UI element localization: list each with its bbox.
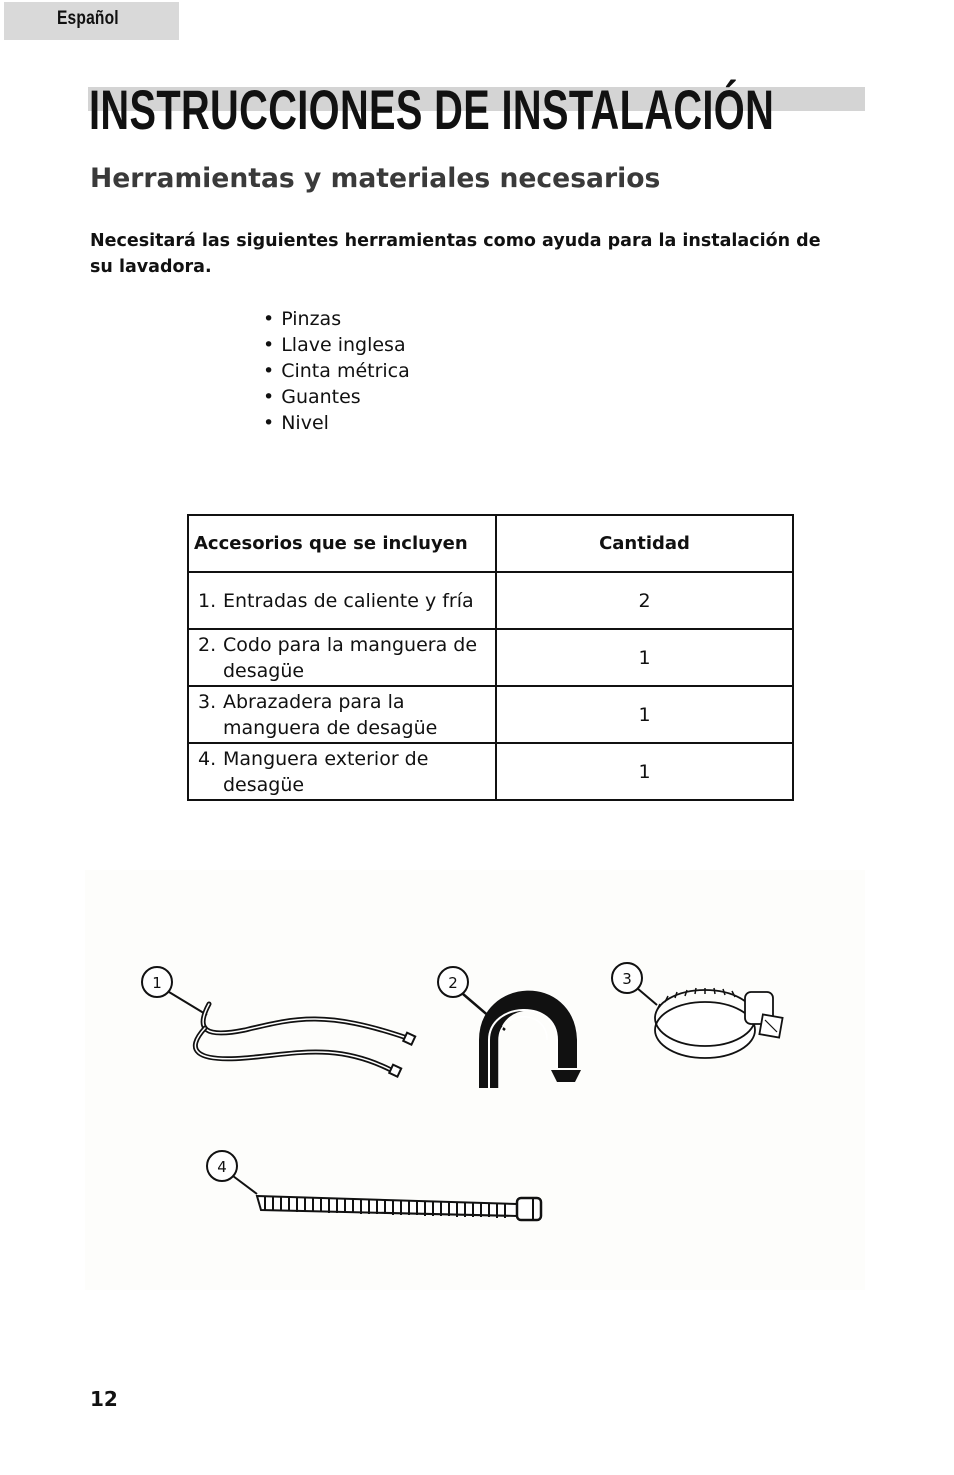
drain-elbow-image bbox=[438, 967, 581, 1088]
list-item: • Llave inglesa bbox=[263, 332, 410, 358]
accessories-table bbox=[187, 514, 794, 801]
table-cell-quantity: 2 bbox=[496, 572, 793, 629]
table-row bbox=[188, 743, 793, 800]
item-number: 2. bbox=[198, 633, 217, 656]
table-cell-quantity: 1 bbox=[496, 686, 793, 743]
figure-label-1: 1 bbox=[152, 974, 162, 992]
table-cell-item bbox=[188, 629, 496, 686]
hose-clamp-image bbox=[612, 963, 783, 1058]
item-number: 1. bbox=[198, 589, 217, 612]
inlet-hoses-image bbox=[142, 967, 415, 1077]
item-number: 4. bbox=[198, 747, 217, 770]
item-number: 3. bbox=[198, 690, 217, 713]
section-subtitle: Herramientas y materiales necesarios bbox=[90, 163, 661, 194]
table-row bbox=[188, 572, 793, 629]
list-item: • Guantes bbox=[263, 384, 410, 410]
table-header-row bbox=[188, 515, 793, 572]
language-tab bbox=[4, 2, 179, 40]
list-item: • Pinzas bbox=[263, 306, 410, 332]
column-header-accessories: Accesorios que se incluyen bbox=[188, 515, 496, 572]
figure-label-4: 4 bbox=[217, 1158, 227, 1176]
drain-hose-image bbox=[207, 1151, 541, 1220]
table-row bbox=[188, 629, 793, 686]
figure-label-3: 3 bbox=[622, 970, 632, 988]
intro-text: Necesitará las siguientes herramientas como ayuda para la instalación de su lavadora. bbox=[90, 231, 821, 277]
page-number: 12 bbox=[90, 1387, 118, 1411]
table-cell-item bbox=[188, 686, 496, 743]
language-label: Español bbox=[57, 8, 119, 29]
page-title: INSTRUCCIONES DE INSTALACIÓN bbox=[89, 78, 775, 141]
item-text: Abrazadera para la manguera de desagüe bbox=[223, 690, 438, 739]
figure-label-2: 2 bbox=[448, 974, 458, 992]
item-text: Manguera exterior de desagüe bbox=[223, 747, 429, 796]
accessories-illustration bbox=[85, 870, 865, 1290]
table-cell-item bbox=[188, 743, 496, 800]
list-item: • Nivel bbox=[263, 410, 410, 436]
table-cell-quantity: 1 bbox=[496, 743, 793, 800]
list-item: • Cinta métrica bbox=[263, 358, 410, 384]
tools-list bbox=[263, 306, 410, 436]
column-header-quantity: Cantidad bbox=[496, 515, 793, 572]
item-text: Codo para la manguera de desagüe bbox=[223, 633, 478, 682]
table-cell-quantity: 1 bbox=[496, 629, 793, 686]
table-cell-item bbox=[188, 572, 496, 629]
item-text: Entradas de caliente y fría bbox=[223, 589, 474, 612]
table-row bbox=[188, 686, 793, 743]
